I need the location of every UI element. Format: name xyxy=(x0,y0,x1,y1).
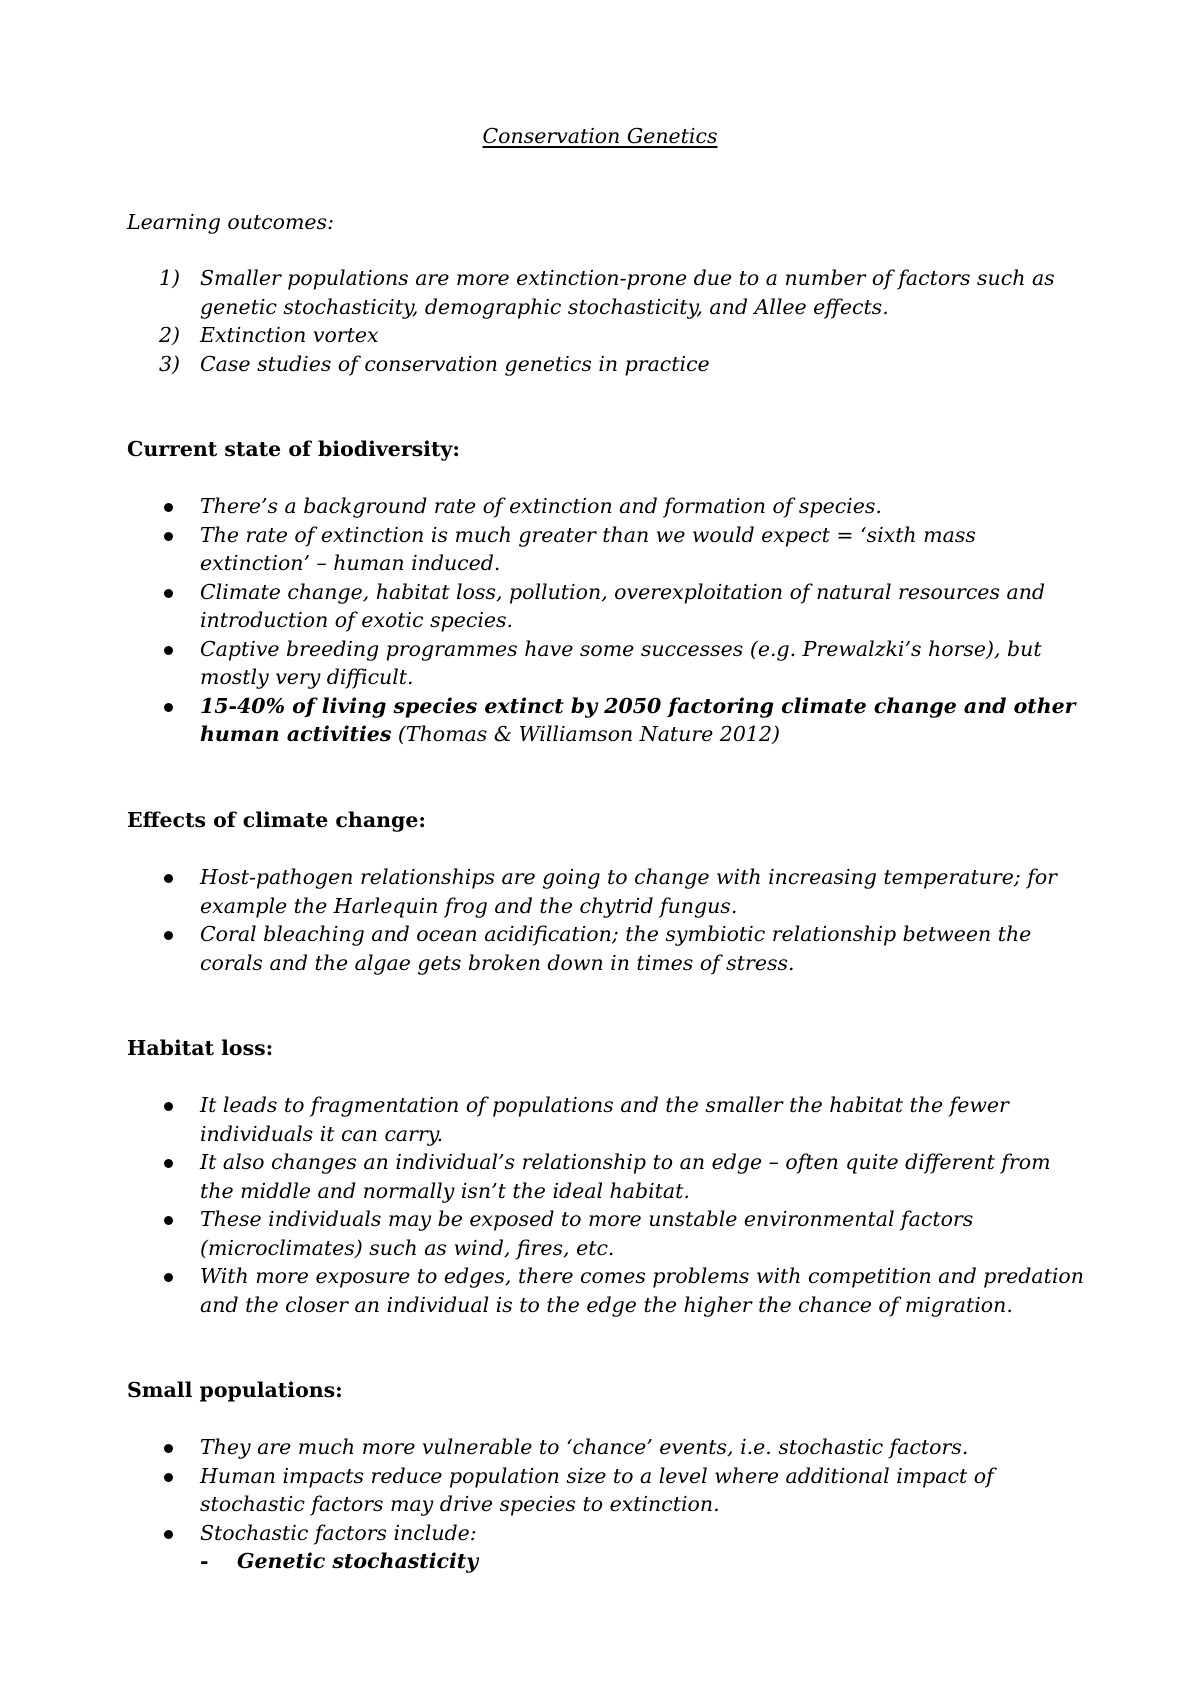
sub-list-item xyxy=(127,1547,1087,1576)
list-item-text: Extinction vortex xyxy=(200,323,379,347)
list-item xyxy=(127,492,1087,521)
bullet-icon xyxy=(164,1102,173,1111)
list-item-text: The rate of extinction is much greater than we would expect = ‘sixth mass extinction’ – human induced. xyxy=(200,522,976,575)
bullet-icon xyxy=(164,589,173,598)
small-populations-list-wrap xyxy=(127,1433,1087,1576)
section-heading: Small populations: xyxy=(127,1378,343,1402)
biodiversity-list-wrap xyxy=(127,492,1087,749)
stochastic-factors-sublist xyxy=(127,1547,1087,1576)
learning-outcomes-list-wrap xyxy=(127,264,1087,378)
list-item-text: Coral bleaching and ocean acidification; the symbiotic relationship between the corals and the algae gets broken down in times of stress. xyxy=(200,922,1032,975)
small-populations-list xyxy=(127,1433,1087,1547)
list-item xyxy=(127,1148,1087,1205)
list-item-text: With more exposure to edges, there comes problems with competition and predation and the closer an individual is to the edge the higher the chance of migration. xyxy=(200,1264,1084,1317)
bullet-icon xyxy=(164,1159,173,1168)
climate-section xyxy=(127,806,1087,835)
bullet-icon xyxy=(164,874,173,883)
list-item xyxy=(127,1433,1087,1462)
list-item xyxy=(127,863,1087,920)
bullet-icon xyxy=(164,1273,173,1282)
climate-list-wrap xyxy=(127,863,1087,977)
list-item-text: It also changes an individual’s relationship to an edge – often quite different from the middle and normally isn’t the ideal habitat. xyxy=(200,1150,1051,1203)
list-item xyxy=(127,1462,1087,1519)
small-populations-section xyxy=(127,1376,1087,1405)
biodiversity-list xyxy=(127,492,1087,749)
list-item-text: There’s a background rate of extinction and formation of species. xyxy=(200,494,882,518)
citation: (Thomas & Williamson Nature 2012) xyxy=(391,722,780,746)
habitat-list-wrap xyxy=(127,1091,1087,1319)
list-item-text: Host-pathogen relationships are going to change with increasing temperature; for example the Harlequin frog and the chytrid fungus. xyxy=(200,865,1057,918)
list-number: 2) xyxy=(159,323,181,347)
sub-list-item-text: Genetic stochasticity xyxy=(237,1549,479,1573)
list-item xyxy=(127,321,1087,350)
section-heading: Current state of biodiversity: xyxy=(127,437,460,461)
highlight-text: 15-40% of living species extinct by 2050 factoring climate change and other human activities xyxy=(200,693,1076,746)
bullet-icon xyxy=(164,1530,173,1539)
bullet-icon xyxy=(164,503,173,512)
bullet-icon xyxy=(164,1444,173,1453)
list-item xyxy=(127,1519,1087,1548)
list-item-text: It leads to fragmentation of populations and the smaller the habitat the fewer individuals it can carry. xyxy=(200,1093,1009,1146)
list-item xyxy=(127,920,1087,977)
list-item-highlight xyxy=(127,692,1087,749)
bullet-icon xyxy=(164,1216,173,1225)
list-item xyxy=(127,521,1087,578)
section-heading: Habitat loss: xyxy=(127,1036,274,1060)
list-item-text: Smaller populations are more extinction-prone due to a number of factors such as genetic stochasticity, demographic stochasticity, and Allee effects. xyxy=(200,266,1055,319)
list-item-text: They are much more vulnerable to ‘chance’ events, i.e. stochastic factors. xyxy=(200,1435,969,1459)
climate-list xyxy=(127,863,1087,977)
list-item xyxy=(127,350,1087,379)
bullet-icon xyxy=(164,646,173,655)
list-item-text: Human impacts reduce population size to a level where additional impact of stochastic factors may drive species to extinction. xyxy=(200,1463,994,1516)
list-item-text: Captive breeding programmes have some successes (e.g. Prewalzki’s horse), but mostly very difficult. xyxy=(200,636,1042,689)
learning-outcomes-section xyxy=(127,208,1087,237)
list-item-text: Case studies of conservation genetics in practice xyxy=(200,351,710,376)
page-title: Conservation Genetics xyxy=(482,124,718,148)
habitat-section xyxy=(127,1034,1087,1063)
list-number: 3) xyxy=(159,351,181,376)
bullet-icon xyxy=(164,1473,173,1482)
list-item xyxy=(127,635,1087,692)
list-item xyxy=(127,578,1087,635)
learning-outcomes-list xyxy=(127,264,1087,378)
list-item-text: Climate change, habitat loss, pollution, overexploitation of natural resources and introduction of exotic species. xyxy=(200,579,1046,632)
list-number: 1) xyxy=(159,266,181,290)
list-item-text: These individuals may be exposed to more unstable environmental factors (microclimates) such as wind, fires, etc. xyxy=(200,1207,974,1260)
section-heading: Effects of climate change: xyxy=(127,808,426,832)
biodiversity-section xyxy=(127,435,1087,464)
dash-marker: - xyxy=(200,1549,209,1573)
list-item-text: Stochastic factors include: xyxy=(200,1520,477,1545)
bullet-icon xyxy=(164,532,173,541)
list-item xyxy=(127,1205,1087,1262)
bullet-icon xyxy=(164,703,173,712)
list-item xyxy=(127,1262,1087,1319)
learning-outcomes-label: Learning outcomes: xyxy=(127,210,334,234)
list-item xyxy=(127,264,1087,321)
bullet-icon xyxy=(164,931,173,940)
habitat-list xyxy=(127,1091,1087,1319)
list-item xyxy=(127,1091,1087,1148)
